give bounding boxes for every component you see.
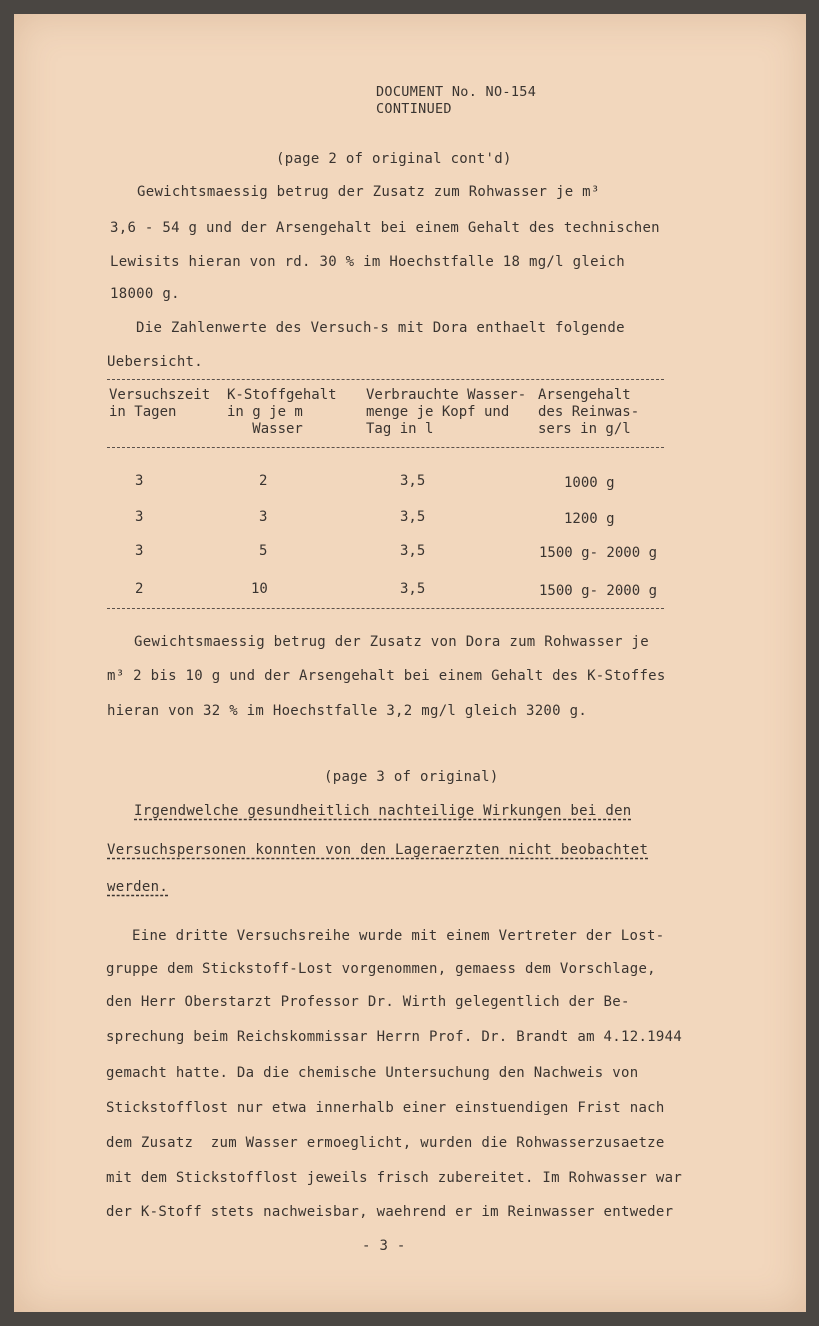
table-cell: 5 [259,543,268,559]
text-line: Stickstofflost nur etwa innerhalb einer einstuendigen Frist nach [106,1100,665,1116]
table-rule [107,379,664,380]
table-cell: 3 [135,473,144,489]
text-line: dem Zusatz zum Wasser ermoeglicht, wurden die Rohwasserzusaetze [106,1135,665,1151]
underlined-line: Versuchspersonen konnten von den Lageraerzten nicht beobachtet [107,842,649,858]
continued-label: CONTINUED [376,101,452,117]
underlined-line: Irgendwelche gesundheitlich nachteilige Wirkungen bei den [134,803,632,819]
document-page [14,14,806,1312]
table-cell: 1200 g [564,511,615,527]
table-cell: 3 [135,509,144,525]
text-line: gemacht hatte. Da die chemische Untersuchung den Nachweis von [106,1065,639,1081]
text-line: den Herr Oberstarzt Professor Dr. Wirth gelegentlich der Be- [106,994,630,1010]
table-cell: 3,5 [400,509,426,525]
table-cell: 3,5 [400,543,426,559]
text-line: Eine dritte Versuchsreihe wurde mit einem Vertreter der Lost- [132,928,665,944]
page-note: (page 2 of original cont'd) [276,151,512,167]
table-cell: 3 [259,509,268,525]
table-header: Versuchszeit in Tagen [109,387,211,420]
text-line: Die Zahlenwerte des Versuch-s mit Dora enthaelt folgende [136,320,625,336]
text-line: 3,6 - 54 g und der Arsengehalt bei einem Gehalt des technischen [110,220,660,236]
text-line: sprechung beim Reichskommissar Herrn Prof. Dr. Brandt am 4.12.1944 [106,1029,683,1045]
document-number: DOCUMENT No. NO-154 [376,84,537,100]
table-cell: 1500 g- 2000 g [539,545,658,561]
text-line: mit dem Stickstofflost jeweils frisch zubereitet. Im Rohwasser war [106,1170,683,1186]
text-line: Gewichtsmaessig betrug der Zusatz zum Rohwasser je m³ [137,184,600,200]
text-line: hieran von 32 % im Hoechstfalle 3,2 mg/l gleich 3200 g. [107,703,588,719]
underlined-line: werden. [107,879,169,895]
table-cell: 3,5 [400,473,426,489]
text-line: m³ 2 bis 10 g und der Arsengehalt bei einem Gehalt des K-Stoffes [107,668,666,684]
table-header: Arsengehalt des Reinwas- sers in g/l [538,387,640,437]
page-number: - 3 - [362,1238,406,1254]
text-line: der K-Stoff stets nachweisbar, waehrend er im Reinwasser entweder [106,1204,674,1220]
page-note: (page 3 of original) [324,769,499,785]
table-cell: 10 [251,581,268,597]
table-header: K-Stoffgehalt in g je m Wasser [227,387,337,437]
table-rule [107,608,664,609]
text-line: Lewisits hieran von rd. 30 % im Hoechstfalle 18 mg/l gleich [110,254,625,270]
table-cell: 3,5 [400,581,426,597]
table-cell: 2 [259,473,268,489]
table-cell: 1500 g- 2000 g [539,583,658,599]
text-line: Uebersicht. [107,354,204,370]
table-cell: 2 [135,581,144,597]
table-rule [107,447,664,448]
text-line: gruppe dem Stickstoff-Lost vorgenommen, gemaess dem Vorschlage, [106,961,656,977]
table-cell: 3 [135,543,144,559]
text-line: Gewichtsmaessig betrug der Zusatz von Dora zum Rohwasser je [134,634,649,650]
text-line: 18000 g. [110,286,180,302]
table-cell: 1000 g [564,475,615,491]
table-header: Verbrauchte Wasser- menge je Kopf und Tag in l [366,387,527,437]
